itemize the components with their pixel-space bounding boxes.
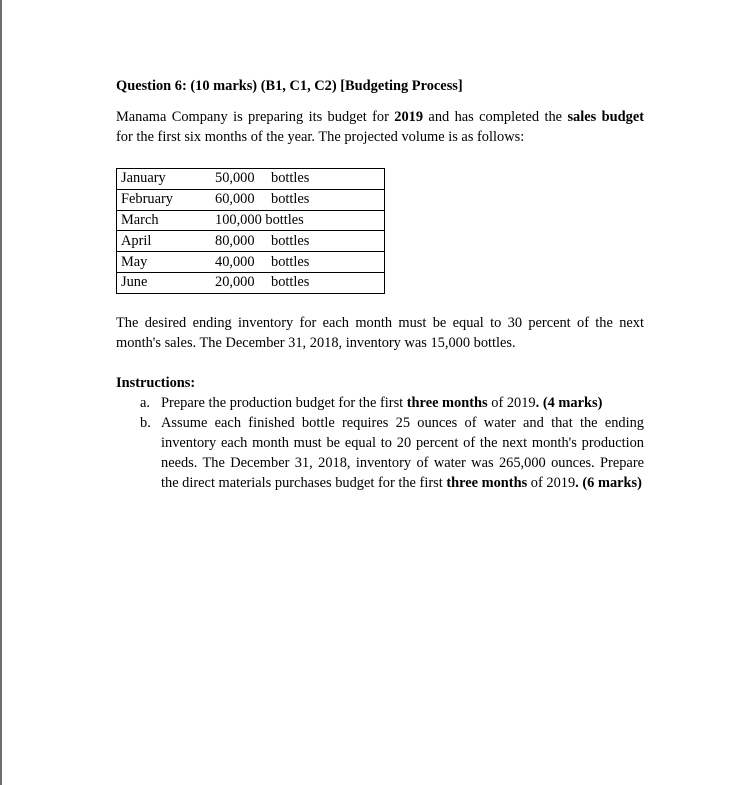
volume-cell xyxy=(207,189,385,210)
volume-cell xyxy=(207,231,385,252)
table-row xyxy=(117,189,385,210)
unit: bottles xyxy=(271,253,310,270)
unit: bottles xyxy=(265,211,304,228)
month-cell: January xyxy=(117,169,208,190)
inventory-paragraph xyxy=(116,313,644,353)
quantity: 50,000 xyxy=(215,170,255,187)
intro-paragraph xyxy=(116,107,644,147)
month-cell: February xyxy=(117,189,208,210)
month-cell: April xyxy=(117,231,208,252)
table-row xyxy=(117,231,385,252)
unit: bottles xyxy=(271,232,310,249)
month-cell: May xyxy=(117,252,208,273)
quantity: 80,000 xyxy=(215,232,255,249)
instruction-text: of 2019 xyxy=(527,475,576,491)
volume-cell xyxy=(207,210,385,231)
instruction-text: of 2019 xyxy=(487,395,536,411)
page-left-border xyxy=(0,0,2,785)
quantity: 100,000 xyxy=(215,211,262,228)
question-title: Question 6: (10 marks) (B1, C1, C2) [Budgeting Process] xyxy=(116,78,463,94)
unit: bottles xyxy=(271,274,310,291)
volume-cell xyxy=(207,272,385,293)
volume-cell xyxy=(207,169,385,190)
instruction-text: Prepare the production budget for the first xyxy=(161,395,407,411)
instruction-item-b xyxy=(116,413,644,493)
list-marker: a. xyxy=(140,395,150,411)
inventory-line-2: month's sales. The December 31, 2018, inventory was 15,000 bottles. xyxy=(116,335,516,351)
instruction-text: Assume each finished bottle requires 25 ounces of water and that the ending inventory each month must be equal to 20 percent of the next month's production needs. The December 31, 2018, inventory of water was 265,000 ounces. Prepare the direct materials purchases budget for the first xyxy=(161,415,644,491)
instructions-list xyxy=(116,393,644,493)
intro-line-2: for the first six months of the year. The projected volume is as follows: xyxy=(116,129,525,145)
month-cell: June xyxy=(117,272,208,293)
instruction-bold: three months xyxy=(406,395,488,411)
quantity: 20,000 xyxy=(215,274,255,291)
unit: bottles xyxy=(271,170,310,187)
list-marker: b. xyxy=(140,415,151,431)
sales-volume-table xyxy=(116,168,385,294)
inventory-line-1: The desired ending inventory for each month must be equal to 30 percent of the next xyxy=(116,315,644,331)
intro-text-2: and has completed the xyxy=(423,109,568,125)
quantity: 40,000 xyxy=(215,253,255,270)
table-row xyxy=(117,210,385,231)
instruction-marks: . (4 marks) xyxy=(535,395,603,411)
unit: bottles xyxy=(271,191,310,208)
month-cell: March xyxy=(117,210,208,231)
intro-year: 2019 xyxy=(394,109,424,125)
instruction-bold: three months xyxy=(446,475,528,491)
table-row xyxy=(117,272,385,293)
intro-line-1 xyxy=(116,107,644,127)
quantity: 60,000 xyxy=(215,191,255,208)
table-row xyxy=(117,169,385,190)
intro-text-1: Manama Company is preparing its budget for xyxy=(116,109,395,125)
instruction-item-a xyxy=(116,393,644,413)
intro-sales-budget: sales budget xyxy=(567,109,645,125)
volume-cell xyxy=(207,252,385,273)
instruction-marks: . (6 marks) xyxy=(575,475,642,491)
instructions-heading: Instructions: xyxy=(116,375,196,391)
table-row xyxy=(117,252,385,273)
